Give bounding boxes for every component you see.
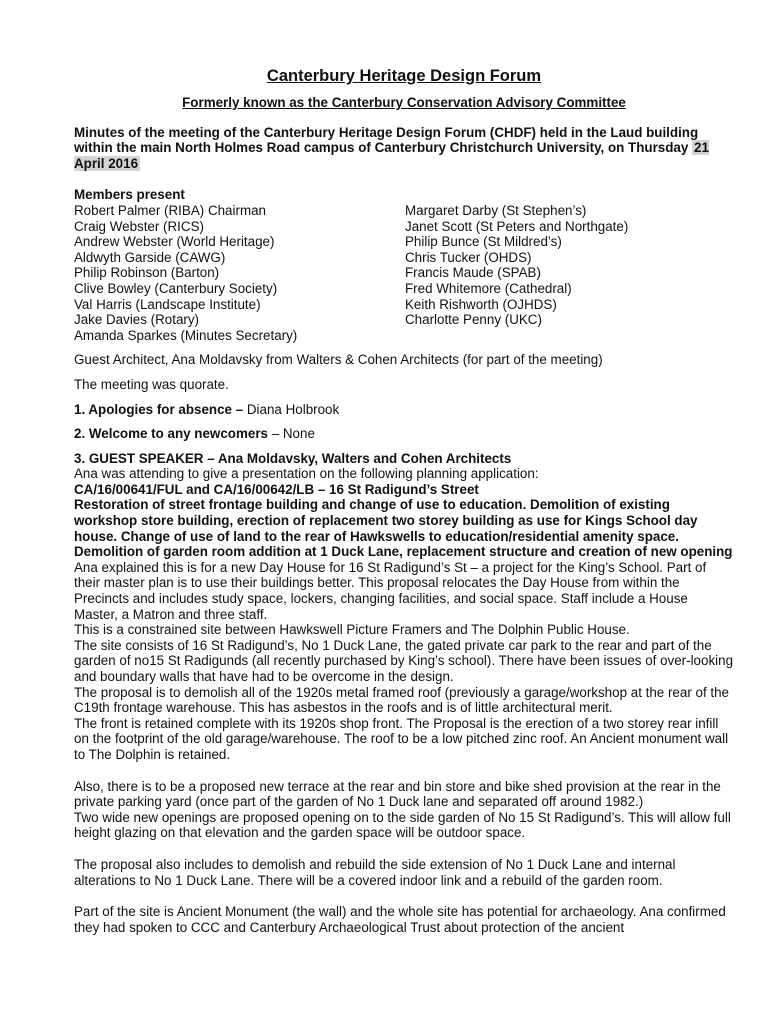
- member-name: Fred Whitemore (Cathedral): [405, 280, 572, 296]
- minutes-paragraph: The proposal is to demolish all of the 1920s metal framed roof (previously a garage/workshop at the rear of the C19th frontage warehouse. This has asbestos in the roofs and is of little architectural merit.: [74, 684, 730, 716]
- minutes-paragraph: The site consists of 16 St Radigund’s, No 1 Duck Lane, the gated private car park to the rear and part of the garden of no15 St Radigunds (all recently purchased by King’s school). There have been issues of over-looking and boundary walls that have had to be overcome in the design.: [74, 637, 734, 684]
- document-title: Canterbury Heritage Design Forum: [266, 67, 542, 85]
- item-newcomers: [74, 426, 734, 442]
- members-right-column: [405, 203, 734, 343]
- minutes-paragraph: Part of the site is Ancient Monument (the wall) and the whole site has potential for archaeology. Ana confirmed they had spoken to CCC and Canterbury Archaeological Trust about protection of the ancient: [74, 904, 726, 935]
- minutes-paragraph: The front is retained complete with its 1920s shop front. The Proposal is the erection of a two storey rear infill on the footprint of the old garage/warehouse. The roof to be a low pitched zinc roof. An Ancient monument wall to The Dolphin is retained.: [74, 715, 729, 762]
- member-name: Val Harris (Landscape Institute): [74, 296, 261, 312]
- member-name: Janet Scott (St Peters and Northgate): [405, 218, 629, 234]
- guest-architect-line: Guest Architect, Ana Moldavsky from Walters & Cohen Architects (for part of the meeting): [74, 352, 603, 368]
- document-subtitle: Formerly known as the Canterbury Conservation Advisory Committee: [182, 95, 626, 110]
- minutes-paragraph: Two wide new openings are proposed opening on to the side garden of No 15 St Radigund’s. This will allow full height glazing on that elevation and the garden space will be outdoor space.: [74, 809, 731, 841]
- item-apologies-value: Diana Holbrook: [246, 401, 340, 417]
- member-name: Robert Palmer (RIBA) Chairman: [74, 202, 266, 218]
- member-name: Charlotte Penny (UKC): [405, 312, 542, 328]
- document-body: [74, 66, 734, 935]
- member-name: Margaret Darby (St Stephen’s): [405, 202, 587, 218]
- member-name: Philip Robinson (Barton): [74, 265, 220, 281]
- application-reference: CA/16/00641/FUL and CA/16/00642/LB – 16 St Radigund’s Street: [74, 481, 479, 497]
- meeting-date: 21 April 2016: [74, 140, 709, 171]
- member-name: Andrew Webster (World Heritage): [74, 234, 275, 250]
- member-name: Jake Davies (Rotary): [74, 312, 200, 328]
- item-newcomers-value: – None: [268, 426, 315, 442]
- application-description: Restoration of street frontage building and change of use to education. Demolition of existing workshop store building, erection of replacement two storey building as use for Kings School day house. Change of use of land to the rear of Hawkswells to education/residential amenity space. Demolition of garden room addition at 1 Duck Lane, replacement structure and creation of new opening: [74, 497, 733, 560]
- meeting-intro-text: Minutes of the meeting of the Canterbury Heritage Design Forum (CHDF) held in the Laud building within the main North Holmes Road campus of Canterbury Christchurch University, on Thursday: [74, 124, 699, 156]
- member-name: Aldwyth Garside (CAWG): [74, 249, 226, 265]
- guest-speaker-attending: Ana was attending to give a presentation on the following planning application:: [74, 466, 539, 482]
- member-name: Philip Bunce (St Mildred’s): [405, 234, 562, 250]
- minutes-paragraph: This is a constrained site between Hawkswell Picture Framers and The Dolphin Public House.: [74, 622, 630, 638]
- minutes-paragraph: Also, there is to be a proposed new terrace at the rear and bin store and bike shed provision at the rear in the private parking yard (once part of the garden of No 1 Duck lane and separated off around 1982.): [74, 778, 721, 810]
- member-name: Chris Tucker (OHDS): [405, 249, 532, 265]
- member-name: Craig Webster (RICS): [74, 218, 204, 234]
- item-guest-speaker-heading: 3. GUEST SPEAKER – Ana Moldavsky, Walters and Cohen Architects: [74, 450, 512, 466]
- minutes-paragraph: Ana explained this is for a new Day House for 16 St Radigund’s St – a project for the King’s School. Part of their master plan is to use their buildings better. This proposal relocates the Day House from within the Precincts and includes study space, lockers, changing facilities, and social space. Staff include a House Master, a Matron and three staff.: [74, 559, 707, 622]
- member-name: Amanda Sparkes (Minutes Secretary): [74, 327, 298, 343]
- quorate-line: The meeting was quorate.: [74, 376, 229, 392]
- member-name: Francis Maude (SPAB): [405, 265, 541, 281]
- item-apologies-heading: 1. Apologies for absence –: [74, 401, 247, 417]
- members-heading: Members present: [74, 187, 185, 203]
- member-name: Keith Rishworth (OJHDS): [405, 296, 557, 312]
- item-newcomers-heading: 2. Welcome to any newcomers: [74, 426, 268, 442]
- members-left-column: [74, 203, 405, 343]
- member-name: Clive Bowley (Canterbury Society): [74, 280, 278, 296]
- item-apologies: [74, 402, 734, 418]
- members-list: [74, 203, 734, 343]
- meeting-intro: [74, 125, 734, 172]
- minutes-paragraph: The proposal also includes to demolish and rebuild the side extension of No 1 Duck Lane and internal alterations to No 1 Duck Lane. There will be a covered indoor link and a rebuild of the garden room.: [74, 856, 676, 888]
